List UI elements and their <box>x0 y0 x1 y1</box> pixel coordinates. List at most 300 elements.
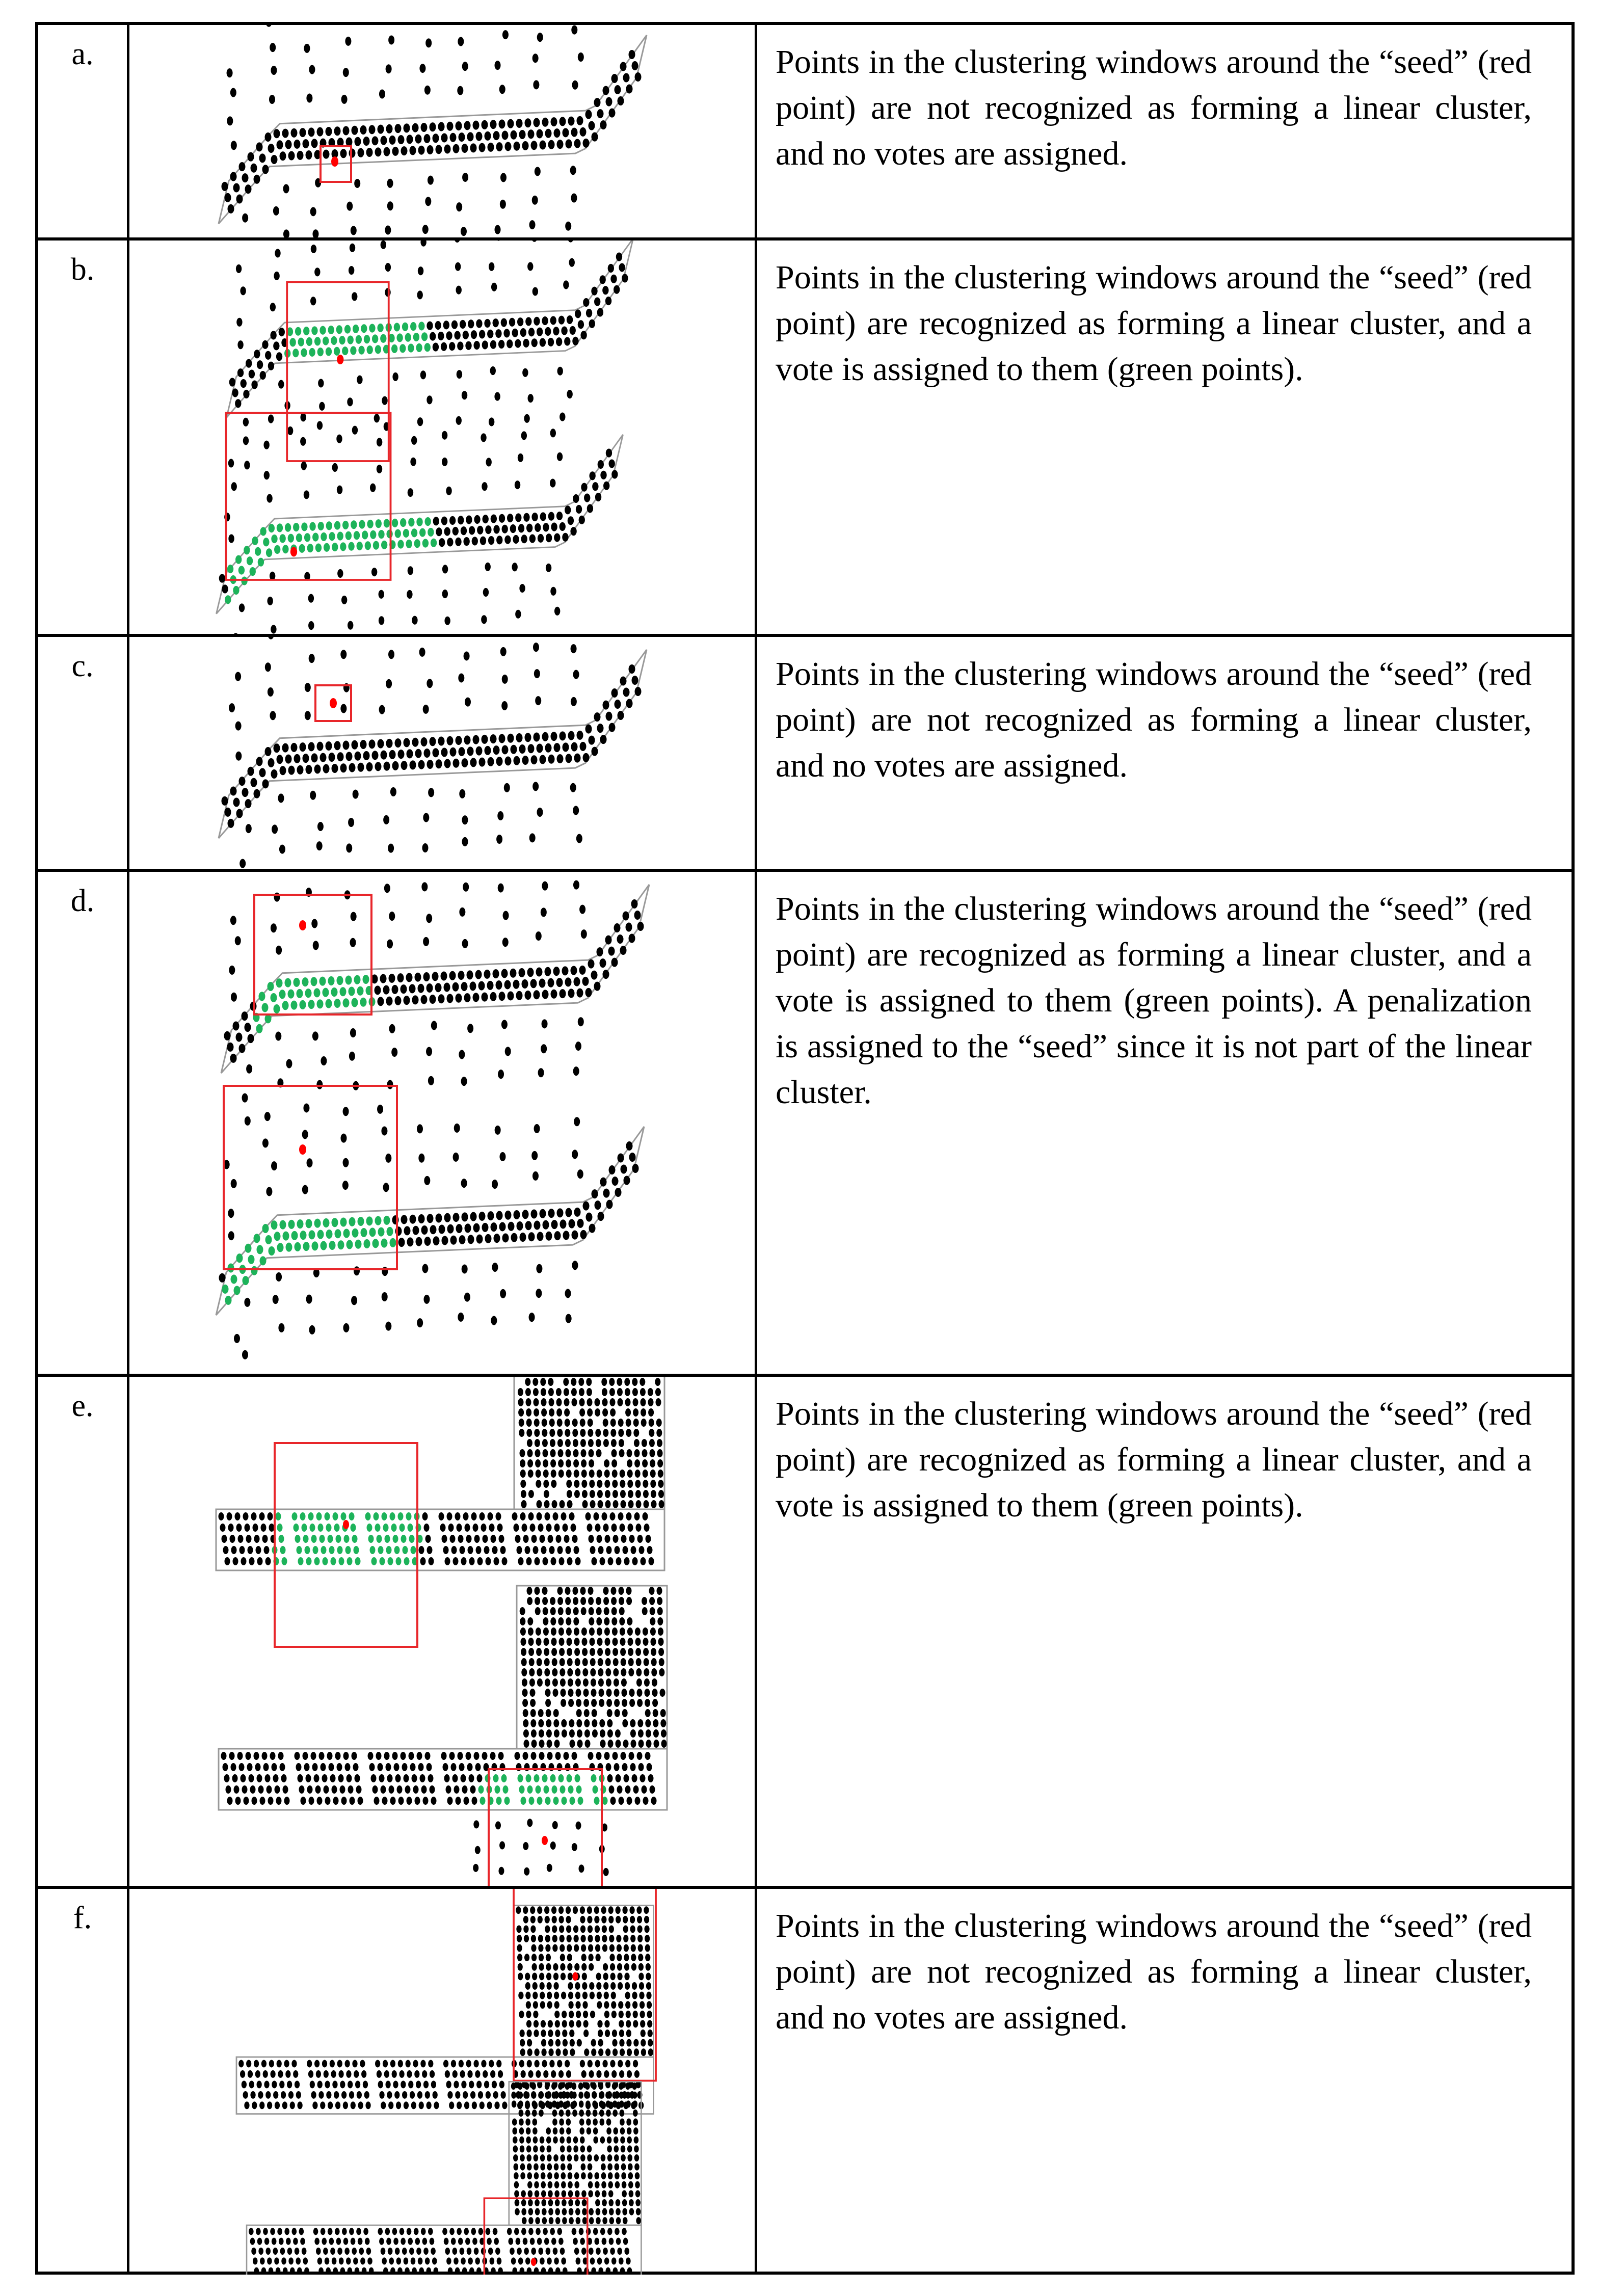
block-point <box>528 1648 534 1656</box>
band-point <box>246 359 252 368</box>
bar-point <box>349 2091 354 2099</box>
bar-point <box>280 2248 285 2255</box>
bar-point <box>621 1752 626 1760</box>
scatter-point <box>504 783 510 792</box>
block-point <box>513 2154 518 2161</box>
bar-point <box>604 2070 609 2078</box>
block-point <box>637 1689 643 1697</box>
bar-point <box>378 2228 383 2235</box>
bar-point <box>486 1557 491 1565</box>
block-point <box>561 2172 566 2179</box>
scatter-point <box>271 1161 277 1170</box>
bar-point <box>638 1763 644 1771</box>
block-point <box>619 1449 625 1457</box>
scatter-point <box>523 1842 528 1850</box>
bar-point <box>244 2101 249 2109</box>
band-point <box>513 980 520 989</box>
block-point <box>621 1668 626 1676</box>
scatter-point <box>349 1052 355 1061</box>
bar-point <box>282 2101 287 2109</box>
bar-point <box>262 1535 268 1543</box>
block-point <box>644 1906 649 1914</box>
scatter-point <box>383 815 389 824</box>
voted-point <box>480 1797 486 1805</box>
bar-point <box>259 2101 264 2109</box>
block-point <box>534 2030 539 2037</box>
voted-point <box>236 1253 243 1263</box>
scatter-point <box>498 1070 504 1079</box>
scatter-point <box>304 490 309 499</box>
block-point <box>640 2001 645 2009</box>
band-point <box>430 995 436 1004</box>
block-point <box>626 1587 632 1595</box>
block-point <box>628 2172 633 2179</box>
block-point <box>640 1378 645 1386</box>
band-figure <box>227 241 633 469</box>
block-point <box>575 2001 580 2009</box>
block-point <box>580 1906 585 1914</box>
bar-point <box>353 1763 359 1771</box>
band-point <box>297 765 304 775</box>
bar-point <box>623 1546 628 1554</box>
block-point <box>589 2208 594 2215</box>
scatter-point <box>532 196 538 205</box>
block-point <box>558 1617 564 1625</box>
bar-point <box>263 2228 268 2235</box>
voted-point <box>292 349 299 357</box>
voted-point <box>317 999 324 1008</box>
block-point <box>645 1719 651 1727</box>
row-description: Points in the clustering windows around the “seed” (red point) are recognized as forming a linear cluster, and a vote is assigned to them (green points). A penalization is assigned to the “seed” since it is not part of the linear cluster. <box>776 890 1532 1111</box>
block-point <box>528 1627 534 1636</box>
block-point <box>631 1954 636 1961</box>
bar-point <box>447 1797 453 1805</box>
bar-point <box>604 2257 609 2264</box>
scatter-point <box>377 438 382 446</box>
band-point <box>536 968 543 977</box>
block-point <box>601 2154 606 2161</box>
scatter-point <box>246 824 252 833</box>
bar-point <box>329 1763 334 1771</box>
bar-point <box>625 1785 631 1794</box>
bar-point <box>627 2070 632 2078</box>
band-point <box>228 204 234 213</box>
voted-point <box>534 1774 540 1782</box>
bar-point <box>408 2081 413 2089</box>
voted-point <box>339 1557 344 1565</box>
scatter-point <box>279 845 285 854</box>
bar-point <box>394 1763 400 1771</box>
scatter-point <box>383 1183 389 1192</box>
block-point <box>530 1689 536 1697</box>
bar-point <box>327 1752 333 1760</box>
band-point <box>389 974 395 983</box>
block-point <box>599 2092 604 2099</box>
scatter-point <box>578 1017 584 1026</box>
band-point <box>502 130 509 140</box>
scatter-point <box>519 584 525 593</box>
scatter-point <box>341 95 348 104</box>
scatter-point <box>515 610 521 619</box>
band-point <box>548 1209 555 1218</box>
band-point <box>418 1214 425 1223</box>
block-point <box>531 1740 537 1748</box>
voted-point <box>244 546 250 554</box>
band-point <box>469 526 475 535</box>
block-point <box>594 2172 599 2179</box>
scatter-point <box>236 318 242 327</box>
block-point <box>535 1449 541 1457</box>
bar-point <box>494 2238 499 2245</box>
bar-point <box>232 1774 238 1782</box>
voted-point <box>228 1263 234 1272</box>
block-point <box>574 1935 579 1942</box>
block-point <box>531 1935 536 1942</box>
bar-point <box>299 1785 305 1794</box>
block-point <box>574 1944 579 1952</box>
band-point <box>565 505 571 514</box>
block-point <box>621 2172 626 2179</box>
block-point <box>575 2217 580 2224</box>
scatter-point <box>423 813 429 822</box>
bar-point <box>443 1546 449 1554</box>
bar-point <box>350 1797 355 1805</box>
band-point <box>441 342 447 351</box>
voted-point <box>501 1774 507 1782</box>
block-point <box>559 1638 565 1646</box>
band-point <box>615 85 621 94</box>
bar-point <box>351 2238 356 2245</box>
bar-point <box>335 2228 340 2235</box>
bar-point <box>306 1774 311 1782</box>
row-label-cell <box>38 1889 129 2275</box>
bar-point <box>587 1524 593 1532</box>
scatter-point <box>268 637 274 639</box>
band-point <box>588 959 595 969</box>
bar-point <box>392 2070 397 2078</box>
bar-point <box>474 1535 480 1543</box>
band-point <box>621 1165 627 1174</box>
block-point <box>597 1648 603 1656</box>
block-point <box>552 1944 557 1952</box>
block-point <box>596 1972 601 1980</box>
scatter-point <box>231 141 237 150</box>
band-point <box>395 738 402 747</box>
block-point <box>596 1617 602 1625</box>
band-point <box>245 184 252 194</box>
block-point <box>628 1668 634 1676</box>
block-point <box>616 2208 621 2215</box>
scatter-point <box>456 286 462 295</box>
scatter-point <box>231 993 237 1002</box>
voted-point <box>291 1231 298 1240</box>
bar-point <box>256 2228 261 2235</box>
voted-point <box>396 333 403 342</box>
band-point <box>574 1208 581 1217</box>
band-point <box>589 319 595 328</box>
bar-point <box>343 2238 349 2245</box>
bar-point <box>243 2091 248 2099</box>
scatter-point <box>457 370 462 379</box>
block-point <box>520 2039 525 2047</box>
block-point <box>533 2137 538 2144</box>
bar-point <box>609 2238 614 2245</box>
block-point <box>568 2001 573 2009</box>
voted-point <box>314 1557 320 1565</box>
voted-point <box>340 542 346 551</box>
block-point <box>605 1648 610 1656</box>
band-point <box>464 993 471 1002</box>
voted-point <box>286 1243 292 1252</box>
bar-point <box>284 2060 289 2068</box>
block-point <box>587 2127 592 2134</box>
scatter-point <box>266 25 272 27</box>
band-point <box>612 1177 619 1186</box>
bar-point <box>500 2091 505 2099</box>
block-point <box>623 1916 628 1924</box>
block-point <box>553 1719 559 1727</box>
band-point <box>392 147 399 156</box>
block-point <box>568 1689 574 1697</box>
block-point <box>527 2172 532 2179</box>
voted-point <box>341 1512 347 1520</box>
band-point <box>236 194 243 203</box>
voted-point <box>338 1240 344 1249</box>
band-point <box>303 754 309 763</box>
block-point <box>547 2154 552 2161</box>
block-point <box>569 2030 574 2037</box>
scatter-point <box>462 62 468 71</box>
bar-point <box>268 1512 273 1520</box>
scatter-point <box>532 1171 539 1181</box>
block-point <box>552 1668 557 1676</box>
scatter-point <box>318 379 324 387</box>
bar-point <box>355 1774 360 1782</box>
scatter-point <box>424 86 431 95</box>
band-figure <box>219 637 647 869</box>
voted-point <box>567 1774 572 1782</box>
scatter-point <box>454 1124 460 1133</box>
bar-point <box>238 1535 244 1543</box>
band-point <box>482 120 488 129</box>
band-point <box>424 1237 431 1246</box>
band-point <box>407 749 413 758</box>
scatter-point <box>386 679 392 688</box>
block-point <box>554 2190 560 2197</box>
band-point <box>542 990 549 999</box>
scatter-point <box>239 859 246 868</box>
seed-point <box>299 920 306 930</box>
band-point <box>277 755 283 764</box>
voted-point <box>545 1797 551 1805</box>
band-point <box>540 755 546 764</box>
block-point <box>638 1963 644 1971</box>
bar-point <box>490 2070 495 2078</box>
bar-point <box>419 2267 424 2275</box>
block-point <box>608 2172 613 2179</box>
voted-point <box>318 522 324 530</box>
band-point <box>360 740 367 749</box>
bar-point <box>360 2060 365 2068</box>
block-point <box>521 2208 526 2215</box>
voted-point <box>398 1512 404 1520</box>
bar-point <box>413 2060 418 2068</box>
scatter-point <box>235 672 241 681</box>
bar-point <box>559 1557 565 1565</box>
band-point <box>574 977 580 986</box>
band-point <box>395 996 402 1005</box>
bar-point <box>457 1524 462 1532</box>
row-label-cell <box>38 241 129 634</box>
scatter-point <box>310 207 316 216</box>
bar-point <box>596 2070 601 2078</box>
block-point <box>577 1740 583 1748</box>
block-point <box>644 1925 649 1933</box>
bar-point <box>611 1524 617 1532</box>
block-point <box>539 1729 544 1738</box>
scatter-point <box>577 1169 583 1179</box>
block-point <box>541 2190 546 2197</box>
band-point <box>430 1225 437 1234</box>
block-point <box>661 1740 667 1748</box>
band-point <box>548 338 554 346</box>
block-point <box>561 2190 566 2197</box>
block-point <box>569 2217 574 2224</box>
bar-point <box>358 1797 363 1805</box>
band-point <box>568 117 575 126</box>
bar-point <box>607 1774 613 1782</box>
voted-point <box>300 1000 306 1009</box>
bar-point <box>404 1774 409 1782</box>
block-point <box>646 1729 651 1738</box>
block-point <box>616 1740 621 1748</box>
bar-point <box>257 1774 262 1782</box>
block-point <box>632 2100 637 2107</box>
bar-point <box>293 2238 298 2245</box>
scatter-point <box>423 937 429 946</box>
scatter-point <box>300 437 306 446</box>
voted-point <box>314 1219 321 1228</box>
block-point <box>642 1459 648 1467</box>
band-point <box>467 970 473 979</box>
block-point <box>656 1398 661 1406</box>
block-point <box>572 1419 578 1427</box>
scatter-point <box>531 241 537 242</box>
scatter-point <box>337 486 342 494</box>
bar-point <box>465 2238 470 2245</box>
bar-point <box>272 2238 277 2245</box>
voted-point <box>372 1239 379 1248</box>
bar-point <box>275 1785 280 1794</box>
row-description: Points in the clustering windows around the “seed” (red point) are not recognized as forming a linear cluster, and no votes are assigned. <box>776 1907 1532 2036</box>
voted-point <box>328 976 335 985</box>
block-point <box>625 1398 631 1406</box>
bar-point <box>365 2238 370 2245</box>
scatter-point <box>274 272 279 280</box>
band-point <box>435 983 442 992</box>
bar-point <box>558 2070 564 2078</box>
voted-point <box>424 343 431 352</box>
bar-point <box>620 2267 625 2275</box>
band-point <box>611 958 618 967</box>
block-point <box>514 2164 519 2171</box>
block-point <box>542 1587 548 1595</box>
voted-point <box>478 1785 484 1794</box>
voted-point <box>323 337 329 345</box>
scatter-point <box>392 372 398 381</box>
scatter-point <box>500 173 507 182</box>
band-point <box>538 534 544 543</box>
block-point <box>605 1668 611 1676</box>
voted-point <box>364 1239 370 1248</box>
block-point <box>530 1699 536 1707</box>
voted-point <box>550 1774 556 1782</box>
band-point <box>508 734 514 743</box>
bar-point <box>430 2238 435 2245</box>
voted-point <box>375 345 381 354</box>
band-point <box>523 513 529 522</box>
bar-point <box>335 2101 340 2109</box>
scatter-point <box>385 1322 391 1331</box>
voted-point <box>367 345 373 354</box>
illustration-cell <box>129 637 757 869</box>
voted-point <box>294 1524 299 1532</box>
band-point <box>421 995 428 1004</box>
block-point <box>622 1719 628 1727</box>
bar-point <box>366 2248 371 2255</box>
bar-point <box>467 1763 473 1771</box>
scatter-point <box>270 711 276 720</box>
bar-point <box>334 2091 339 2099</box>
scatter-point <box>573 670 579 679</box>
scatter-point <box>572 81 578 90</box>
bar-point <box>492 1546 498 1554</box>
scatter-point <box>418 1154 424 1163</box>
band-point <box>224 1031 231 1040</box>
scatter-point <box>243 418 249 426</box>
bar-point <box>534 2267 539 2275</box>
scatter-point <box>576 834 582 843</box>
block-point <box>596 1982 601 1990</box>
bar-point <box>386 2238 391 2245</box>
voted-point <box>369 324 375 333</box>
scatter-point <box>244 1298 250 1307</box>
band-point <box>554 533 560 542</box>
bar-point <box>396 2257 401 2264</box>
bar-point <box>445 2070 450 2078</box>
band-point <box>233 183 240 192</box>
bar-point <box>467 2248 472 2255</box>
block-point <box>543 1607 548 1615</box>
block-point <box>525 2110 530 2117</box>
voted-point <box>594 1797 600 1805</box>
scatter-point <box>300 413 306 421</box>
band-point <box>421 123 428 132</box>
block-point <box>612 1480 618 1488</box>
block-point <box>604 2011 609 2018</box>
bar-point <box>551 2238 556 2245</box>
bar-point <box>279 2238 284 2245</box>
scatter-point <box>461 1179 467 1188</box>
scatter-point <box>388 844 394 853</box>
bar-point <box>516 2238 521 2245</box>
scatter-point <box>230 88 236 97</box>
block-point <box>641 2048 646 2056</box>
block-point <box>622 1689 627 1697</box>
block-point <box>522 1678 527 1687</box>
block-point <box>571 1378 576 1386</box>
band-point <box>577 116 583 125</box>
